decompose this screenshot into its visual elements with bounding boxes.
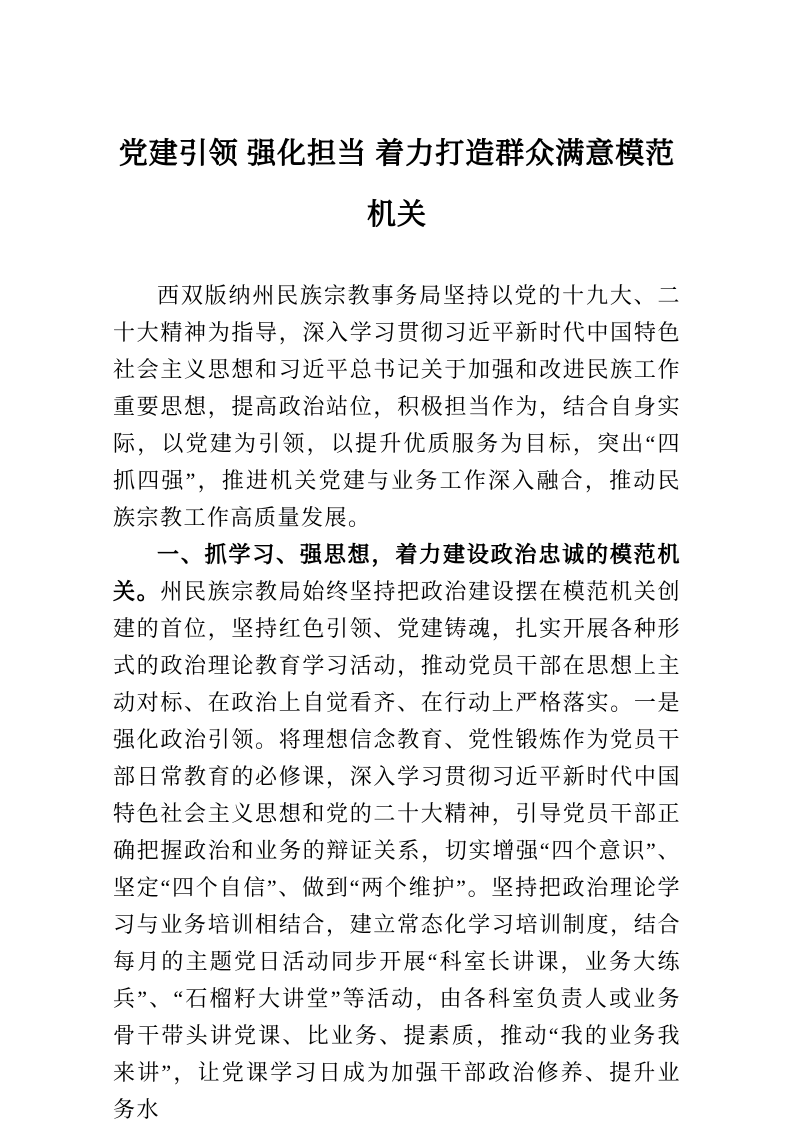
text-run: 州民族宗教局始终坚持把政治建设摆在模范机关创建的首位，坚持红色引领、党建铸魂，扎实开展各种形式的政治理论教育学习活动，推动党员干部在思想上主动对标、在政治上自觉看齐、在行动上严格落实。一是强化政治引领。将理想信念教育、党性锻炼作为党员干部日常教育的必修课，深入学习贯彻习近平新时代中国特色社会主义思想和党的二十大精神，引导党员干部正确把握政治和业务的辩证关系，切实增强“四个意识”、坚定“四个自信”、做到“两个维护”。坚持把政治理论学习与业务培训相结合，建立常态化学习培训制度，结合每月的主题党日活动同步开展“科室长讲课，业务大练兵”、“石榴籽大讲堂”等活动，由各科室负责人或业务骨干带头讲党课、比业务、提素质，推动“我的业务我来讲”，让党课学习日成为加强干部政治修养、提升业务水	[113, 579, 681, 1122]
paragraph	[113, 536, 681, 1122]
text-run: 西双版纳州民族宗教事务局坚持以党的十九大、二十大精神为指导，深入学习贯彻习近平新时代中国特色社会主义思想和习近平总书记关于加强和改进民族工作重要思想，提高政治站位，积极担当作为，结合自身实际，以党建为引领，以提升优质服务为目标，突出“四抓四强”，推进机关党建与业务工作深入融合，推动民族宗教工作高质量发展。	[113, 283, 681, 530]
paragraph	[113, 277, 681, 536]
document-content	[113, 124, 681, 1122]
inline-section-heading: 一、抓学习、强思想，着力建设政治忠诚的模范机关。	[113, 542, 681, 604]
document-title: 党建引领 强化担当 着力打造群众满意模范机关	[118, 138, 676, 231]
document-body	[113, 277, 681, 1122]
